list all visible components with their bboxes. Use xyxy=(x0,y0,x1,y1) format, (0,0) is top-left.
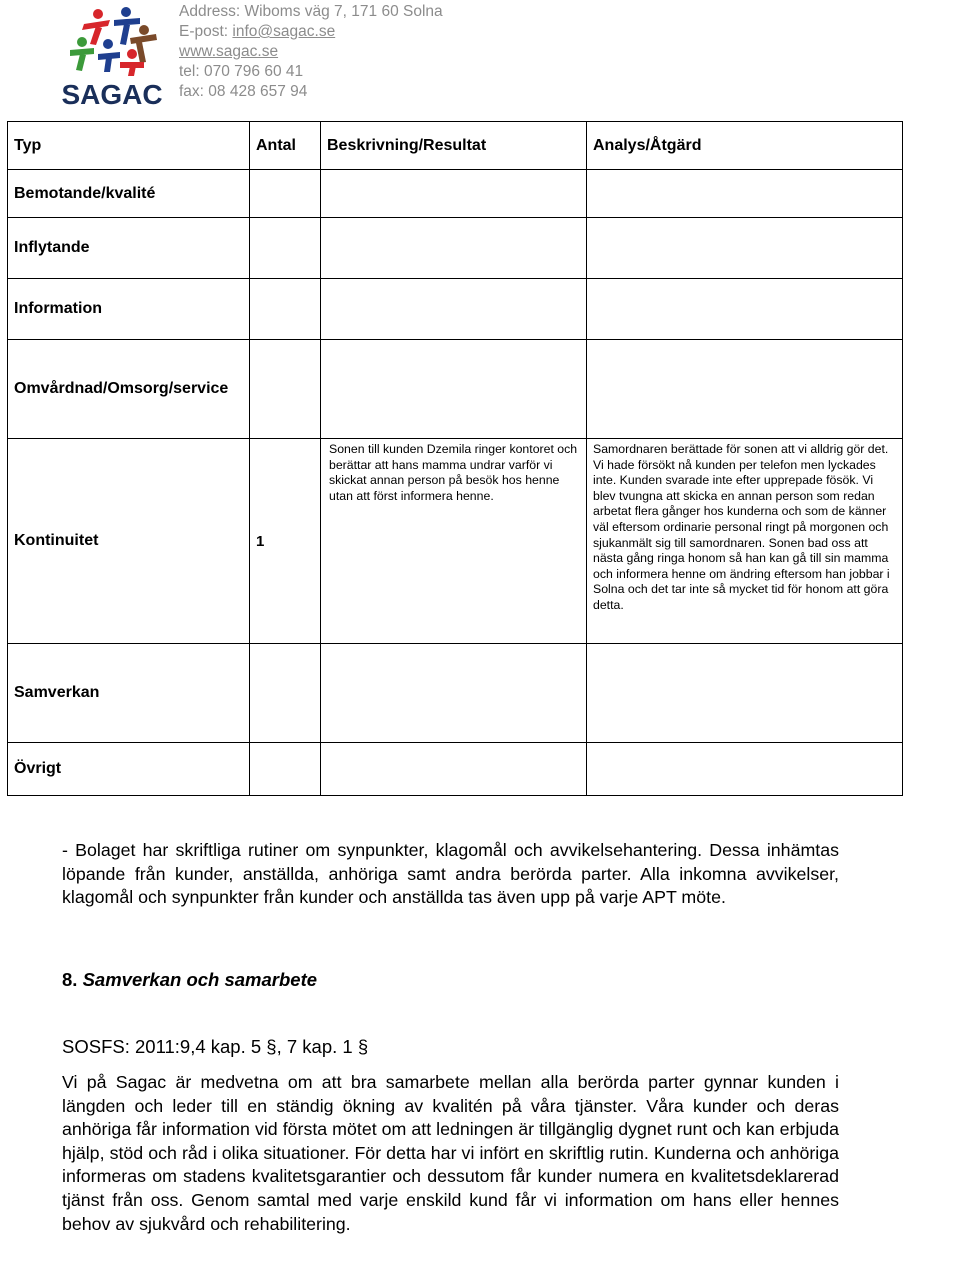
intro-paragraph: - Bolaget har skriftliga rutiner om synpunkter, klagomål och avvikelsehantering. Dessa inhämtas löpande från kunder, anställda, anhöriga samt andra berörda parter. Alla inkomna avvikelser, klagomål och synpunkter från kunder och anställda tas även upp på varje APT möte. xyxy=(62,840,839,908)
header-contact-info xyxy=(179,2,443,102)
row-description xyxy=(321,439,587,644)
row-count xyxy=(250,644,321,743)
table-row xyxy=(8,439,903,644)
phone-line: tel: 070 796 60 41 xyxy=(179,63,304,80)
row-analysis xyxy=(587,340,903,439)
row-analysis xyxy=(587,743,903,796)
row-description xyxy=(321,644,587,743)
row-type: Samverkan xyxy=(8,644,250,743)
row-analysis xyxy=(587,218,903,279)
row-count xyxy=(250,170,321,218)
row-type: Information xyxy=(8,279,250,340)
row-type: Övrigt xyxy=(8,743,250,796)
section-paragraph: Vi på Sagac är medvetna om att bra samarbete mellan alla berörda parter gynnar kunden i längden och leder till en ständig ökning av kvalitén på våra tjänster. Våra kunder och deras anhöriga får information vid första mötet om att ledningen är tillgänglig dygnet runt och kan erbjuda hjälp, stöd och råd i olika situationer. För detta har vi infört en skriftlig rutin. Kunderna och anhöriga informeras om stadens kvalitetsgarantier och dessutom får kunder numera en kvalitetsdeklarerad tjänst från oss. Genom samtal med varje enskild kund får vi information om hans eller hennes behov av sjukvård och rehabilitering. xyxy=(62,1072,839,1234)
row-description xyxy=(321,279,587,340)
table-row xyxy=(8,279,903,340)
header-type: Typ xyxy=(8,122,250,170)
complaints-table xyxy=(7,121,903,796)
row-count xyxy=(250,218,321,279)
row-description xyxy=(321,170,587,218)
fax-line: fax: 08 428 657 94 xyxy=(179,83,308,100)
header-analysis: Analys/Åtgärd xyxy=(587,122,903,170)
row-type: Omvårdnad/Omsorg/service xyxy=(8,340,250,439)
website-link[interactable]: www.sagac.se xyxy=(179,43,279,60)
row-description xyxy=(321,743,587,796)
header-count: Antal xyxy=(250,122,321,170)
people-figures-icon xyxy=(70,7,157,76)
section-number: 8. xyxy=(62,969,78,990)
row-type: Inflytande xyxy=(8,218,250,279)
table-row xyxy=(8,340,903,439)
table-row xyxy=(8,170,903,218)
row-count xyxy=(250,279,321,340)
table-row xyxy=(8,743,903,796)
row-count xyxy=(250,743,321,796)
description-text: Sonen till kunden Dzemila ringer kontoret och berättar att hans mamma undrar varför vi skickat annan person på besök hos henne utan att först informera henne. xyxy=(329,442,578,503)
logo-text: SAGAC xyxy=(61,79,163,108)
row-count xyxy=(250,340,321,439)
row-analysis xyxy=(587,279,903,340)
row-count: 1 xyxy=(250,439,321,644)
section-heading xyxy=(62,969,317,991)
table-row xyxy=(8,218,903,279)
analysis-text: Samordnaren berättade för sonen att vi alldrig gör det. Vi hade försökt nå kunden per telefon men lyckades inte. Kunden svarade inte efter upprepade fösök. Vi blev tvungna att skicka en annan person som redan arbetat flera gånger hos kunderna och som de känner väl eftersom ordinarie personal ringt på morgonen och sjukanmält sig till samordnaren. Sonen bad oss att nästa gång ringa honom så han kan gå till sin mamma och informera henne om ändring eftersom han jobbar i Solna och det tar inte så mycket tid för honom att göra detta. xyxy=(593,442,890,612)
email-link[interactable]: info@sagac.se xyxy=(232,23,336,40)
sagac-logo xyxy=(60,4,164,108)
address-line: Address: Wiboms väg 7, 171 60 Solna xyxy=(179,3,443,20)
row-analysis xyxy=(587,439,903,644)
row-description xyxy=(321,340,587,439)
header-description: Beskrivning/Resultat xyxy=(321,122,587,170)
row-analysis xyxy=(587,170,903,218)
sosfs-reference: SOSFS: 2011:9,4 kap. 5 §, 7 kap. 1 § xyxy=(62,1036,369,1057)
email-line xyxy=(179,22,443,42)
table-header-row xyxy=(8,122,903,170)
row-description xyxy=(321,218,587,279)
row-analysis xyxy=(587,644,903,743)
row-type: Bemotande/kvalité xyxy=(8,170,250,218)
email-label: E-post: xyxy=(179,23,233,40)
section-title: Samverkan och samarbete xyxy=(82,969,318,990)
table-row xyxy=(8,644,903,743)
row-type: Kontinuitet xyxy=(8,439,250,644)
